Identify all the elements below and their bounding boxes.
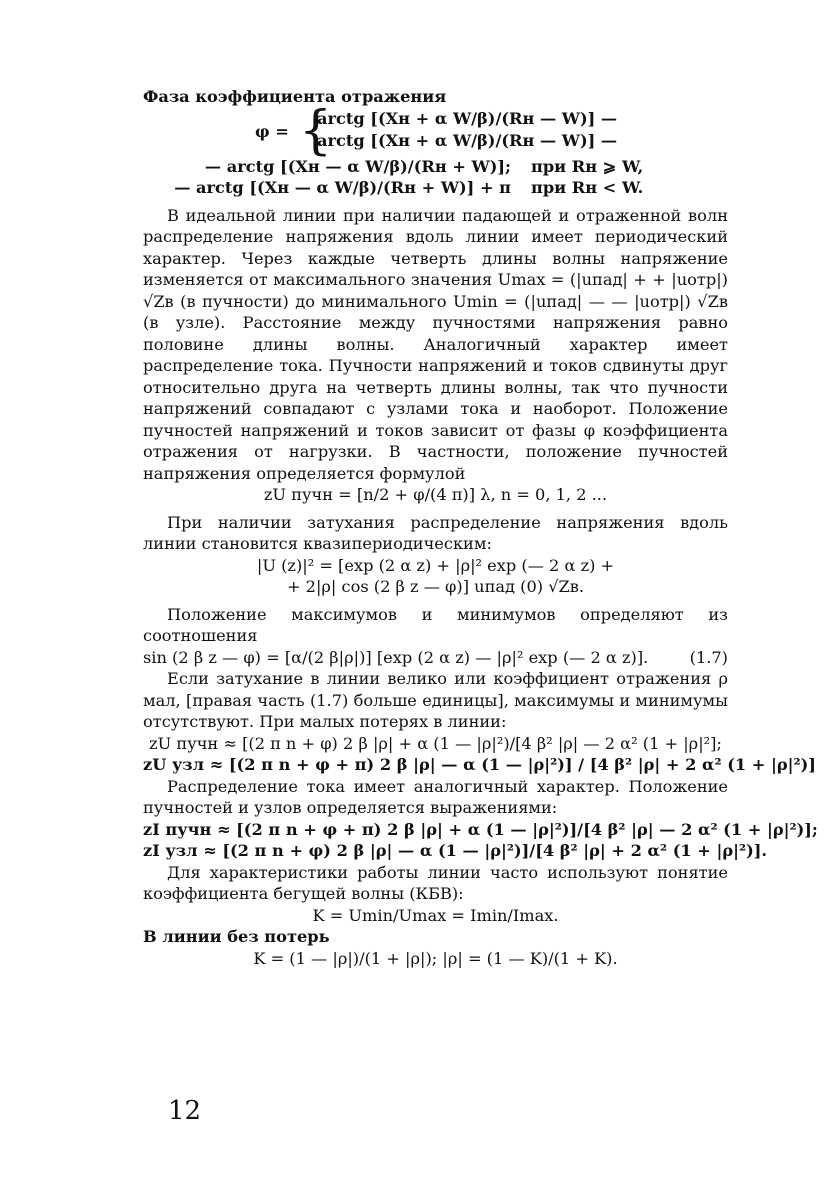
equation-current-antinode: zI пучн ≈ [(2 π n + φ + π) 2 β |ρ| + α (1 — |ρ|²)]/[4 β² |ρ| — 2 α² (1 + |ρ|²)]; bbox=[143, 819, 818, 839]
phase-formula-line-1: arctg [(Xн + α W/β)/(Rн — W)] — bbox=[317, 108, 618, 128]
equation-voltage-distribution-2: + 2|ρ| cos (2 β z — φ)] uпад (0) √Zв. bbox=[286, 577, 585, 596]
section-heading: Фаза коэффициента отражения bbox=[143, 87, 447, 106]
equation-voltage-node-approx: zU узл ≈ [(2 π n + φ + π) 2 β |ρ| — α (1 — |ρ|²)] / [4 β² |ρ| + 2 α² (1 + |ρ|²)] bbox=[143, 755, 816, 774]
case-1-expression: — arctg [(Xн — α W/β)/(Rн + W)]; bbox=[204, 156, 511, 176]
case-2-expression: — arctg [(Xн — α W/β)/(Rн + W)] + π bbox=[174, 178, 511, 197]
phase-formula-line-2: arctg [(Xн + α W/β)/(Rн — W)] — bbox=[317, 130, 618, 150]
page-number: 12 bbox=[168, 1096, 202, 1126]
phase-formula-case-2 bbox=[143, 177, 728, 199]
paragraph-attenuation: При наличии затухания распределение напряжения вдоль линии становится квазипериодическим: bbox=[143, 512, 728, 553]
equation-1-7-body: sin (2 β z — φ) = [α/(2 β|ρ|)] [exp (2 α z) — |ρ|² exp (— 2 α z)]. bbox=[143, 647, 649, 667]
case-2-condition: при Rн < W. bbox=[531, 178, 644, 197]
paragraph-lossless: В линии без потерь bbox=[143, 927, 330, 946]
equation-voltage-antinode-approx: zU пучн ≈ [(2 π n + φ) 2 β |ρ| + α (1 — |ρ|²)/[4 β² |ρ| — 2 α² (1 + |ρ|²]; bbox=[149, 733, 722, 753]
paragraph-extrema: Положение максимумов и минимумов определяют из соотношения bbox=[143, 604, 728, 645]
paragraph-kbv: Для характеристики работы линии часто используют понятие коэффициента бегущей волны (КБВ): bbox=[143, 862, 728, 903]
equation-kbv: K = Umin/Umax = Imin/Imax. bbox=[312, 905, 559, 925]
equation-voltage-distribution-1: |U (z)|² = [exp (2 α z) + |ρ|² exp (— 2 α z) + bbox=[256, 555, 615, 575]
case-1-condition: при Rн ⩾ W, bbox=[531, 156, 644, 176]
phase-formula bbox=[255, 100, 728, 161]
brace-symbol: { bbox=[299, 100, 333, 161]
phase-formula-case-1 bbox=[143, 156, 728, 178]
equation-lossless-k: K = (1 — |ρ|)/(1 + |ρ|); |ρ| = (1 — K)/(1 + K). bbox=[253, 948, 618, 968]
equation-1-7 bbox=[143, 647, 728, 669]
paragraph-ideal-line: В идеальной линии при наличии падающей и отраженной волн распределение напряжения вдоль линии имеет периодический характер. Через каждые четверть длины волны напряжение изменяется от максимального значения Umax = (|uпад| + + |uотр|) √Zв (в пучности) до минимального Umin = (|uпад| — — |uотр|) √Zв (в узле). Расстояние между пучностями напряжения равно половине длины волны. Аналогичный характер имеет распределение тока. Пучности напряжений и токов сдвинуты друг относительно друга на четверть длины волны, так что пучности напряжений совпадают с узлами тока и наоборот. Положение пучностей напряжений и токов зависит от фазы φ коэффициента отражения от нагрузки. В частности, положение пучностей напряжения определяется формулой bbox=[143, 205, 728, 483]
page-body bbox=[143, 86, 818, 969]
equation-1-7-number: (1.7) bbox=[689, 647, 728, 667]
paragraph-large-attenuation: Если затухание в линии велико или коэффициент отражения ρ мал, [правая часть (1.7) больше единицы], максимумы и минимумы отсутствуют. При малых потерях в линии: bbox=[143, 669, 728, 731]
equation-antinode-position: zU пучн = [n/2 + φ/(4 π)] λ, n = 0, 1, 2 ... bbox=[263, 485, 608, 504]
equation-current-node: zI узл ≈ [(2 π n + φ) 2 β |ρ| — α (1 — |ρ|²)]/[4 β² |ρ| + 2 α² (1 + |ρ|²)]. bbox=[143, 841, 768, 860]
phase-formula-lhs: φ = bbox=[255, 121, 289, 141]
paragraph-current-distribution: Распределение тока имеет аналогичный характер. Положение пучностей и узлов определяется выражениями: bbox=[143, 776, 728, 817]
